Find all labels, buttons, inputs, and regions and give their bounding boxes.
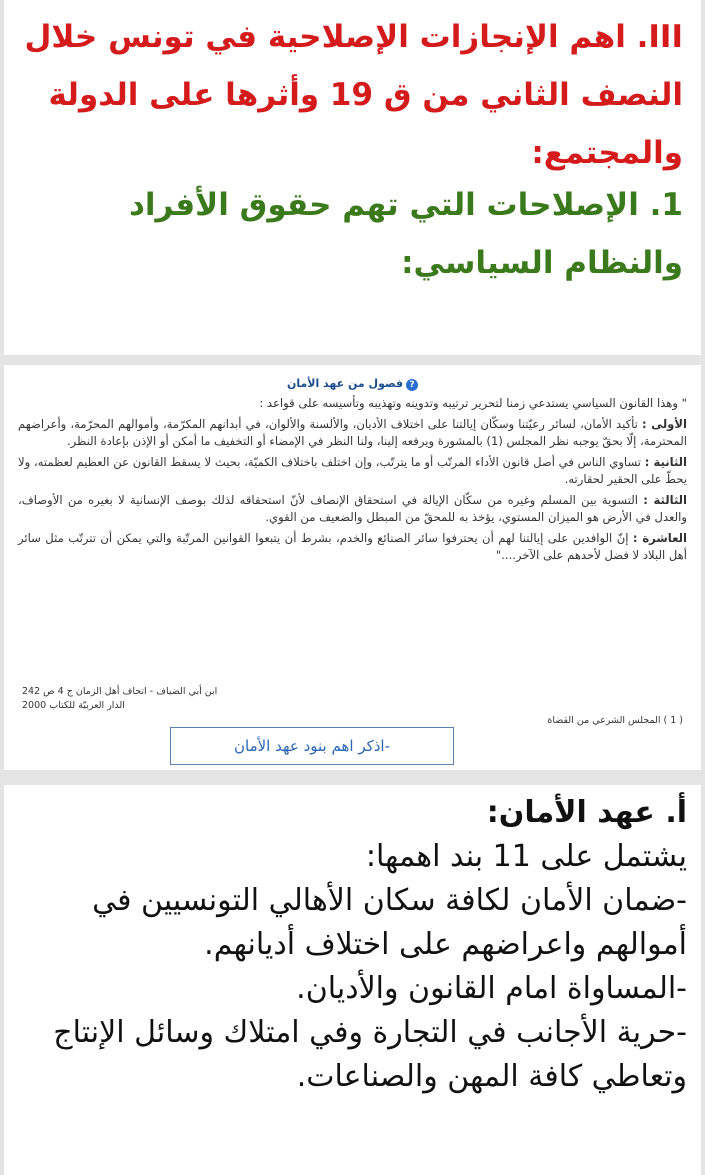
section-title: III. اهم الإنجازات الإصلاحية في تونس خلال النصف الثاني من ق 19 وأثرها على الدولة والمجتمع:: [24, 19, 683, 171]
document-panel: [4, 365, 701, 770]
document-intro: " وهذا القانون السياسي يستدعي زمنا لتحرير ترتيبه وتدوينه وتهذيبه وتأسيسه على قواعد :: [259, 396, 687, 410]
title-panel: [4, 0, 701, 355]
answer-line: -حرية الأجانب في التجارة وفي امتلاك وسائل الإنتاج وتعاطي كافة المهن والصناعات.: [53, 1015, 687, 1094]
document-footnote: ( 1 ) المجلس الشرعي من القضاة: [547, 715, 683, 726]
question-icon: ?: [406, 379, 418, 391]
document-heading: فصول من عهد الأمان ?: [8, 377, 697, 391]
answer-text: [14, 791, 687, 1099]
document-paragraph: العاشرة : إنّ الوافدين على إيالتنا لهم أن يحترفوا سائر الصنائع والخدم، بشرط أن يتبعوا القوانين المرتّبة والتي يمكن أن تترتّب مثل سائر أهل البلاد لا فضل لأحدهم على الآخر....": [18, 531, 688, 562]
document-paragraph: الثالثة : التسوية بين المسلم وغيره من سكّان الإيالة في استحقاق الإنصاف لأنّ استحقاقه لذلك بوصف الإنسانية لا بغيره من الأوصاف، والعدل في الأرض هو الميزان المستوي، يؤخذ به للمحقّ من المبطل والضعيف من القوي.: [18, 493, 688, 524]
answer-heading: أ. عهد الأمان:: [486, 795, 687, 830]
section-subtitle: 1. الإصلاحات التي تهم حقوق الأفراد والنظام السياسي:: [129, 187, 683, 281]
answer-line: يشتمل على 11 بند اهمها:: [365, 839, 687, 874]
answer-line: -المساواة امام القانون والأديان.: [296, 971, 687, 1006]
answer-line: -ضمان الأمان لكافة سكان الأهالي التونسيين في أموالهم واعراضهم على اختلاف أديانهم.: [92, 883, 687, 962]
answer-panel: [4, 785, 701, 1175]
document-source: ابن أبي الضياف - اتحاف أهل الزمان ج 4 ص 242 الدار العربيّة للكتاب 2000: [22, 686, 218, 711]
document-paragraph: الثانية : تساوي الناس في أصل قانون الأداء المرتّب أو ما يترتّب، وإن اختلف باختلاف الكميّة، بحيث لا يسقط القانون عن العظيم لعظمته، ولا يحطّ على الحقير لحقارته.: [18, 455, 688, 486]
document-paragraph: الأولى : تأكيد الأمان، لسائر رعيّتنا وسكّان إيالتنا على اختلاف الأديان، والألسنة والألوان، في أبدانهم المكرّمة، وأموالهم المحرّمة، وأعراضهم المحترمة، إلّا بحقّ يوجبه نظر المجلس (1) بالمشورة ويرفعه إلينا، ولنا النظر في الإمضاء أو التخفيف ما أمكن أو الإذن بإعادة النظر.: [18, 417, 687, 448]
question-box: -اذكر اهم بنود عهد الأمان: [170, 727, 454, 765]
source-document: [8, 373, 697, 728]
